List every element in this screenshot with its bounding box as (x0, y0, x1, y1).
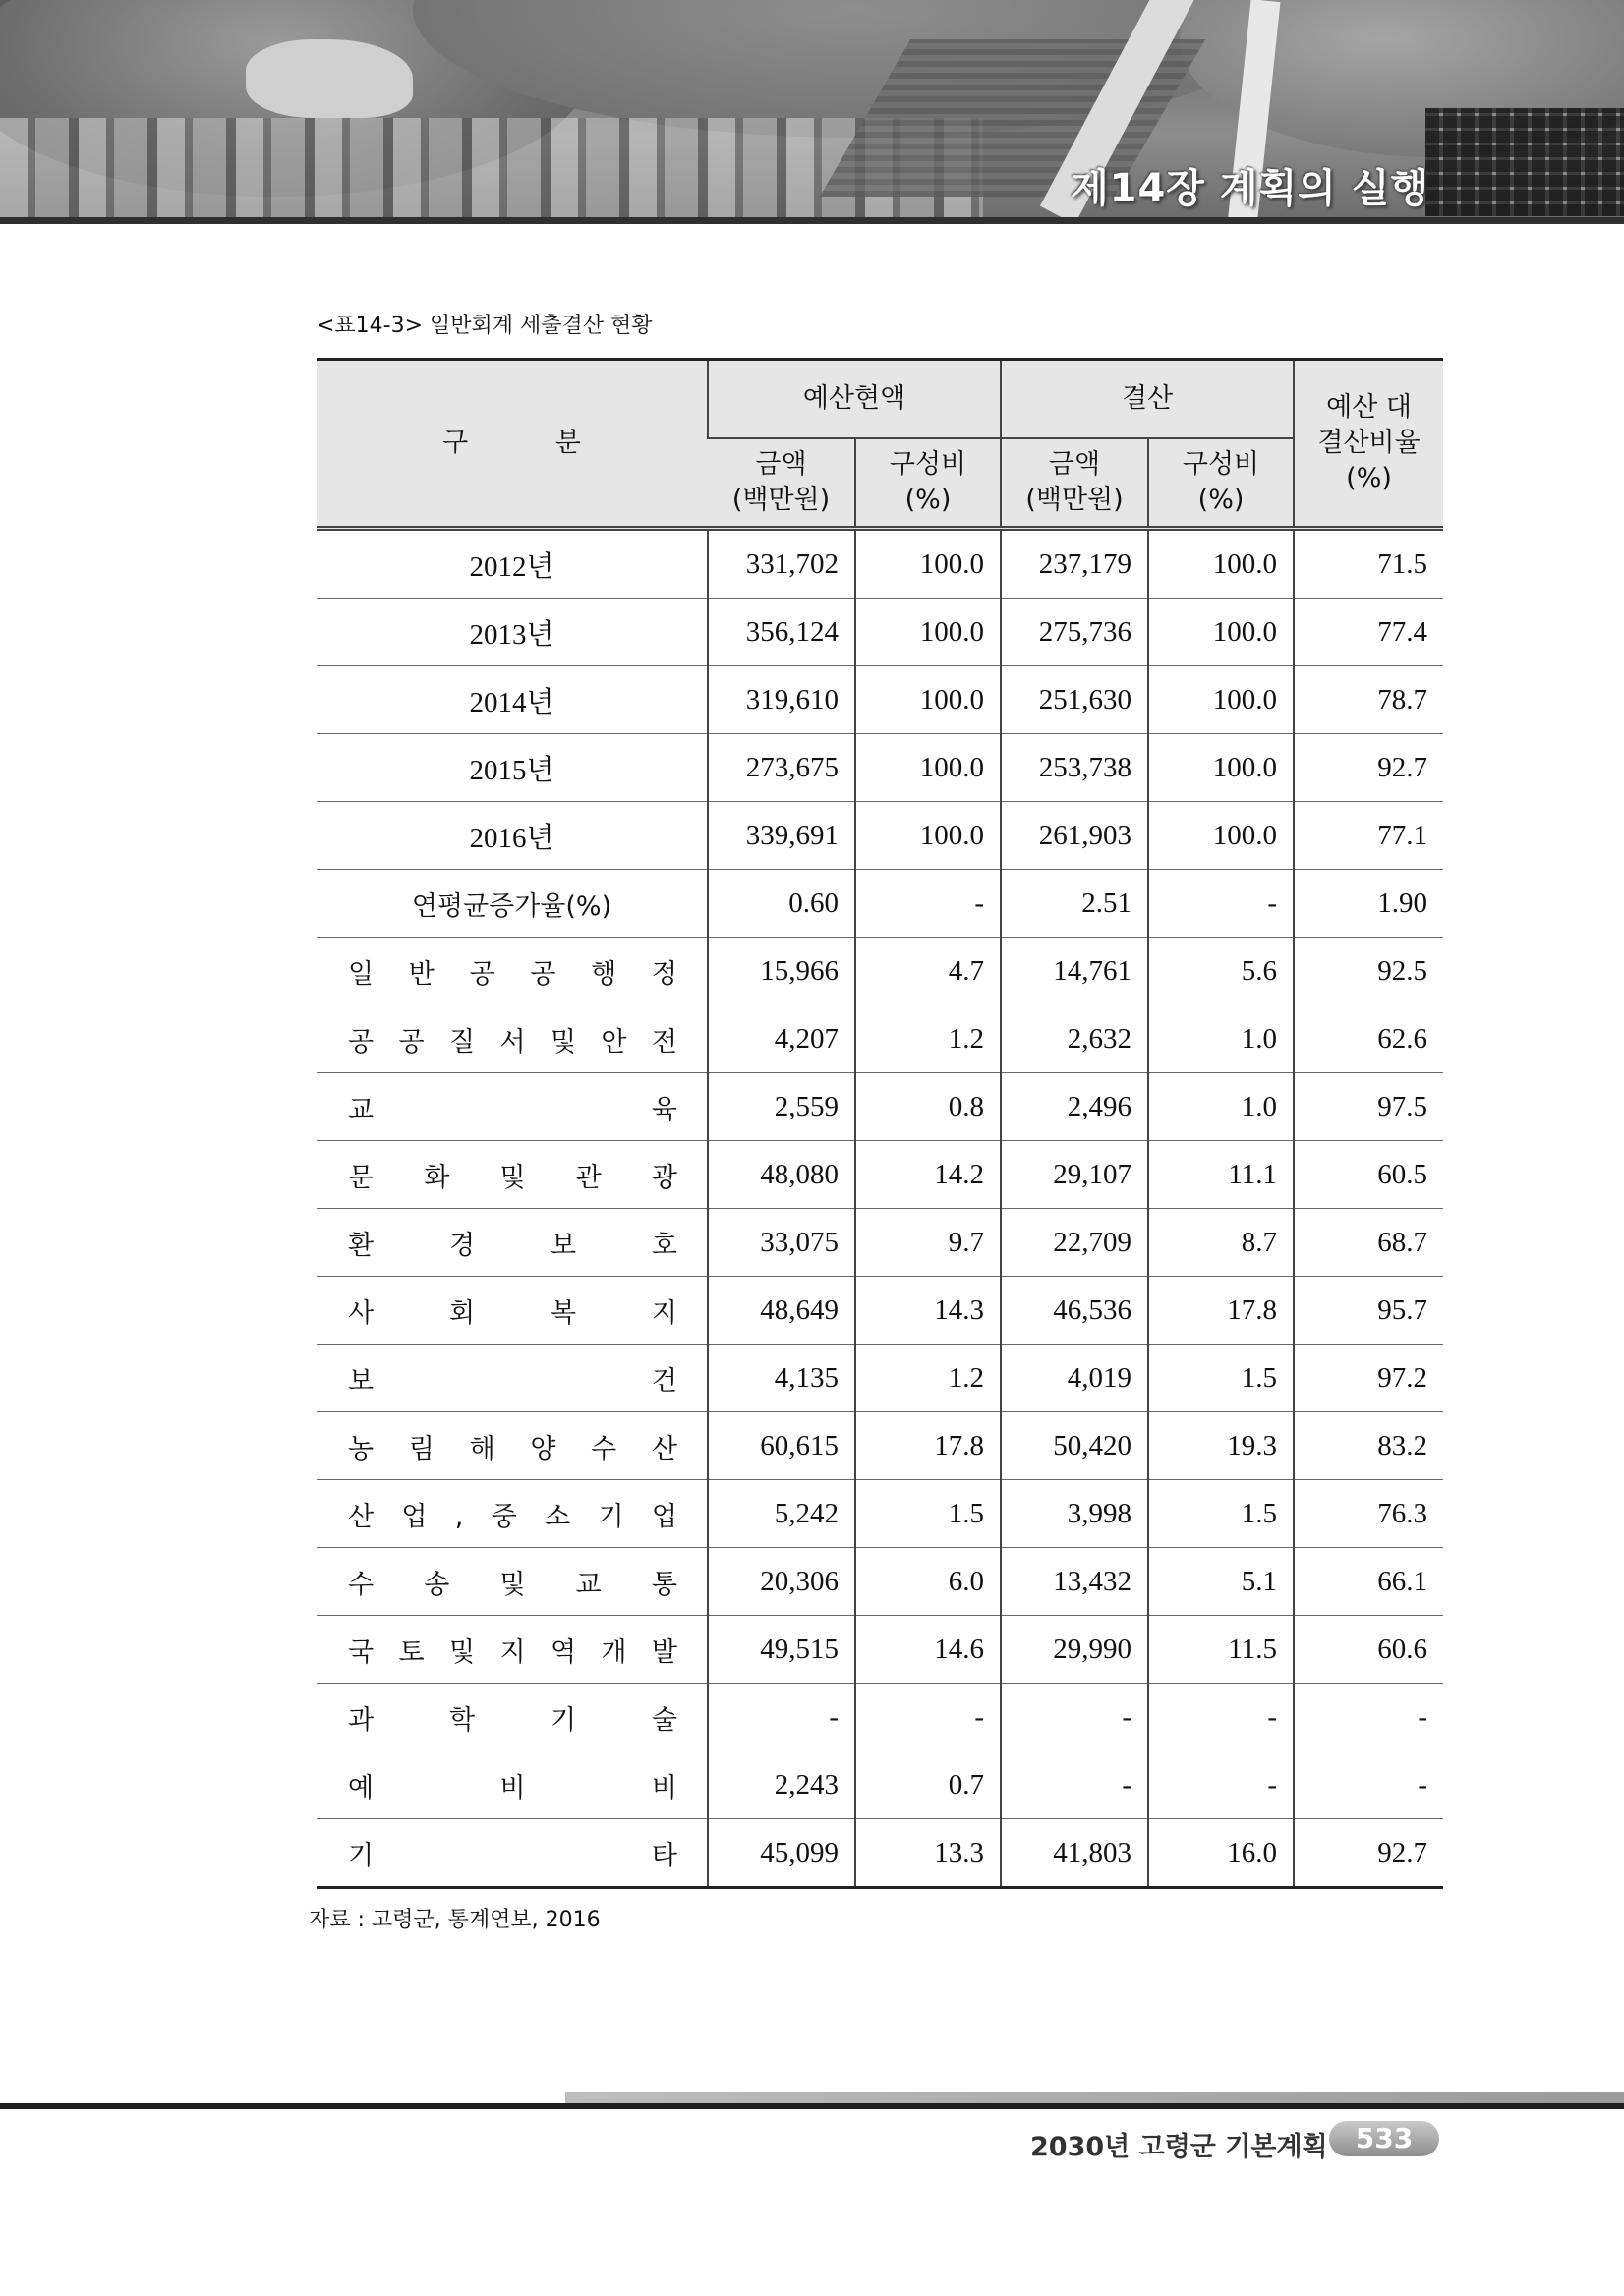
cell-settle-share: 5.1 (1148, 1548, 1294, 1616)
cell-settle-share: 19.3 (1148, 1412, 1294, 1480)
row-label: 연평균증가율(%) (317, 870, 708, 938)
cell-budget-share: 100.0 (855, 666, 1001, 734)
cell-settle-amount: 261,903 (1001, 802, 1148, 870)
cell-budget-share: 100.0 (855, 734, 1001, 802)
cell-settle-amount: 22,709 (1001, 1209, 1148, 1277)
table-row (317, 1616, 1443, 1684)
cell-settle-share: 1.5 (1148, 1480, 1294, 1548)
cell-settle-amount: - (1001, 1684, 1148, 1751)
row-label: 교 육 (317, 1073, 708, 1141)
cell-settle-share: 16.0 (1148, 1819, 1294, 1888)
cell-ratio: 62.6 (1294, 1005, 1443, 1073)
cell-ratio: - (1294, 1684, 1443, 1751)
table-row (317, 1751, 1443, 1819)
row-label: 공 공 질 서 및 안 전 (317, 1005, 708, 1073)
cell-budget-share: 0.8 (855, 1073, 1001, 1141)
cell-budget-amount: 15,966 (708, 938, 855, 1005)
row-label: 문 화 및 관 광 (317, 1141, 708, 1209)
cell-budget-share: 17.8 (855, 1412, 1001, 1480)
cell-budget-amount: 331,702 (708, 529, 855, 599)
cell-settle-share: 11.1 (1148, 1141, 1294, 1209)
cell-budget-amount: 48,649 (708, 1277, 855, 1345)
category-header: 구 분 (317, 360, 708, 529)
cell-budget-share: 1.2 (855, 1005, 1001, 1073)
table-row (317, 599, 1443, 666)
cell-budget-amount: 2,559 (708, 1073, 855, 1141)
settlement-header: 결산 (1001, 360, 1294, 439)
row-label: 2014년 (317, 666, 708, 734)
cell-settle-share: 1.5 (1148, 1345, 1294, 1412)
cell-settle-amount: 29,107 (1001, 1141, 1148, 1209)
cell-settle-share: 5.6 (1148, 938, 1294, 1005)
cell-budget-amount: 60,615 (708, 1412, 855, 1480)
cell-settle-share: - (1148, 1751, 1294, 1819)
budget-share-header: 구성비 (%) (855, 438, 1001, 529)
table-row (317, 1819, 1443, 1888)
cell-ratio: 78.7 (1294, 666, 1443, 734)
cell-settle-share: 1.0 (1148, 1005, 1294, 1073)
cell-ratio: 71.5 (1294, 529, 1443, 599)
row-label: 2016년 (317, 802, 708, 870)
cell-ratio: - (1294, 1751, 1443, 1819)
table-row (317, 529, 1443, 599)
cell-budget-amount: 49,515 (708, 1616, 855, 1684)
table-row (317, 1209, 1443, 1277)
cell-settle-amount: 41,803 (1001, 1819, 1148, 1888)
cell-ratio: 76.3 (1294, 1480, 1443, 1548)
cell-settle-share: - (1148, 1684, 1294, 1751)
cell-ratio: 1.90 (1294, 870, 1443, 938)
table-row (317, 938, 1443, 1005)
row-label: 사 회 복 지 (317, 1277, 708, 1345)
cell-ratio: 92.5 (1294, 938, 1443, 1005)
cell-budget-amount: 356,124 (708, 599, 855, 666)
row-label: 산 업 , 중 소 기 업 (317, 1480, 708, 1548)
cell-ratio: 92.7 (1294, 734, 1443, 802)
budget-amount-header: 금액 (백만원) (708, 438, 855, 529)
cell-settle-share: 11.5 (1148, 1616, 1294, 1684)
cell-budget-amount: 339,691 (708, 802, 855, 870)
ratio-header: 예산 대 결산비율 (%) (1294, 360, 1443, 529)
cell-settle-amount: 2,496 (1001, 1073, 1148, 1141)
cell-budget-share: 0.7 (855, 1751, 1001, 1819)
cell-budget-share: - (855, 1684, 1001, 1751)
cell-settle-amount: 3,998 (1001, 1480, 1148, 1548)
cell-settle-share: 100.0 (1148, 666, 1294, 734)
row-label: 예 비 비 (317, 1751, 708, 1819)
cell-ratio: 60.5 (1294, 1141, 1443, 1209)
table-row (317, 734, 1443, 802)
source-note: 자료 : 고령군, 통계연보, 2016 (309, 1908, 601, 1932)
cell-settle-amount: - (1001, 1751, 1148, 1819)
cell-budget-amount: 48,080 (708, 1141, 855, 1209)
cell-budget-share: 4.7 (855, 938, 1001, 1005)
table-caption: <표14-3> 일반회계 세출결산 현황 (317, 314, 653, 338)
footer-title: 2030년 고령군 기본계획 (1030, 2132, 1328, 2162)
table-row (317, 1005, 1443, 1073)
cell-budget-amount: 33,075 (708, 1209, 855, 1277)
cell-budget-share: - (855, 870, 1001, 938)
row-label: 기 타 (317, 1819, 708, 1888)
cell-budget-share: 9.7 (855, 1209, 1001, 1277)
table-row (317, 870, 1443, 938)
cell-settle-share: 100.0 (1148, 734, 1294, 802)
cell-budget-share: 13.3 (855, 1819, 1001, 1888)
table-row (317, 1141, 1443, 1209)
cell-settle-share: 100.0 (1148, 599, 1294, 666)
row-label: 2012년 (317, 529, 708, 599)
cell-settle-share: 100.0 (1148, 802, 1294, 870)
cell-budget-share: 100.0 (855, 529, 1001, 599)
cell-ratio: 66.1 (1294, 1548, 1443, 1616)
cell-settle-amount: 253,738 (1001, 734, 1148, 802)
table-row (317, 1073, 1443, 1141)
page-number-badge: 533 (1329, 2121, 1439, 2156)
cell-ratio: 97.2 (1294, 1345, 1443, 1412)
row-label: 국 토 및 지 역 개 발 (317, 1616, 708, 1684)
cell-budget-share: 6.0 (855, 1548, 1001, 1616)
cell-budget-amount: 45,099 (708, 1819, 855, 1888)
cell-budget-amount: 4,135 (708, 1345, 855, 1412)
cell-budget-share: 14.2 (855, 1141, 1001, 1209)
cell-settle-amount: 251,630 (1001, 666, 1148, 734)
cell-settle-amount: 2,632 (1001, 1005, 1148, 1073)
cell-budget-amount: 0.60 (708, 870, 855, 938)
settle-amount-header: 금액 (백만원) (1001, 438, 1148, 529)
row-label: 2015년 (317, 734, 708, 802)
cell-budget-amount: 4,207 (708, 1005, 855, 1073)
cell-budget-amount: 5,242 (708, 1480, 855, 1548)
cell-budget-share: 14.6 (855, 1616, 1001, 1684)
cell-ratio: 95.7 (1294, 1277, 1443, 1345)
cell-settle-share: 17.8 (1148, 1277, 1294, 1345)
table-row (317, 1548, 1443, 1616)
cell-ratio: 83.2 (1294, 1412, 1443, 1480)
cell-ratio: 77.1 (1294, 802, 1443, 870)
cell-budget-share: 100.0 (855, 599, 1001, 666)
cell-ratio: 68.7 (1294, 1209, 1443, 1277)
cell-budget-share: 1.5 (855, 1480, 1001, 1548)
cell-settle-amount: 4,019 (1001, 1345, 1148, 1412)
cell-budget-amount: 20,306 (708, 1548, 855, 1616)
footer-rule-accent (565, 2092, 1624, 2103)
footer-rule (0, 2103, 1624, 2109)
table-row (317, 802, 1443, 870)
table-row (317, 1345, 1443, 1412)
cell-settle-amount: 2.51 (1001, 870, 1148, 938)
table-row (317, 1480, 1443, 1548)
row-label: 과 학 기 술 (317, 1684, 708, 1751)
cell-budget-amount: 2,243 (708, 1751, 855, 1819)
cell-budget-share: 1.2 (855, 1345, 1001, 1412)
settle-share-header: 구성비 (%) (1148, 438, 1294, 529)
budget-table (317, 358, 1443, 1889)
cell-settle-amount: 237,179 (1001, 529, 1148, 599)
row-label: 수 송 및 교 통 (317, 1548, 708, 1616)
chapter-title: 제14장 계획의 실행 (1071, 166, 1429, 211)
row-label: 농 림 해 양 수 산 (317, 1412, 708, 1480)
table-row (317, 1277, 1443, 1345)
cell-ratio: 60.6 (1294, 1616, 1443, 1684)
cell-settle-amount: 50,420 (1001, 1412, 1148, 1480)
cell-settle-share: 1.0 (1148, 1073, 1294, 1141)
row-label: 환 경 보 호 (317, 1209, 708, 1277)
cell-settle-amount: 13,432 (1001, 1548, 1148, 1616)
cell-settle-amount: 275,736 (1001, 599, 1148, 666)
table-row (317, 666, 1443, 734)
cell-budget-share: 100.0 (855, 802, 1001, 870)
cell-settle-amount: 29,990 (1001, 1616, 1148, 1684)
cell-settle-share: - (1148, 870, 1294, 938)
cell-budget-amount: - (708, 1684, 855, 1751)
cell-settle-share: 8.7 (1148, 1209, 1294, 1277)
row-label: 2013년 (317, 599, 708, 666)
row-label: 보 건 (317, 1345, 708, 1412)
cell-budget-share: 14.3 (855, 1277, 1001, 1345)
cell-settle-amount: 46,536 (1001, 1277, 1148, 1345)
cell-ratio: 92.7 (1294, 1819, 1443, 1888)
budget-header: 예산현액 (708, 360, 1001, 439)
cell-budget-amount: 319,610 (708, 666, 855, 734)
cell-budget-amount: 273,675 (708, 734, 855, 802)
cell-ratio: 77.4 (1294, 599, 1443, 666)
cell-ratio: 97.5 (1294, 1073, 1443, 1141)
cell-settle-amount: 14,761 (1001, 938, 1148, 1005)
table-row (317, 1684, 1443, 1751)
cell-settle-share: 100.0 (1148, 529, 1294, 599)
row-label: 일 반 공 공 행 정 (317, 938, 708, 1005)
table-row (317, 1412, 1443, 1480)
